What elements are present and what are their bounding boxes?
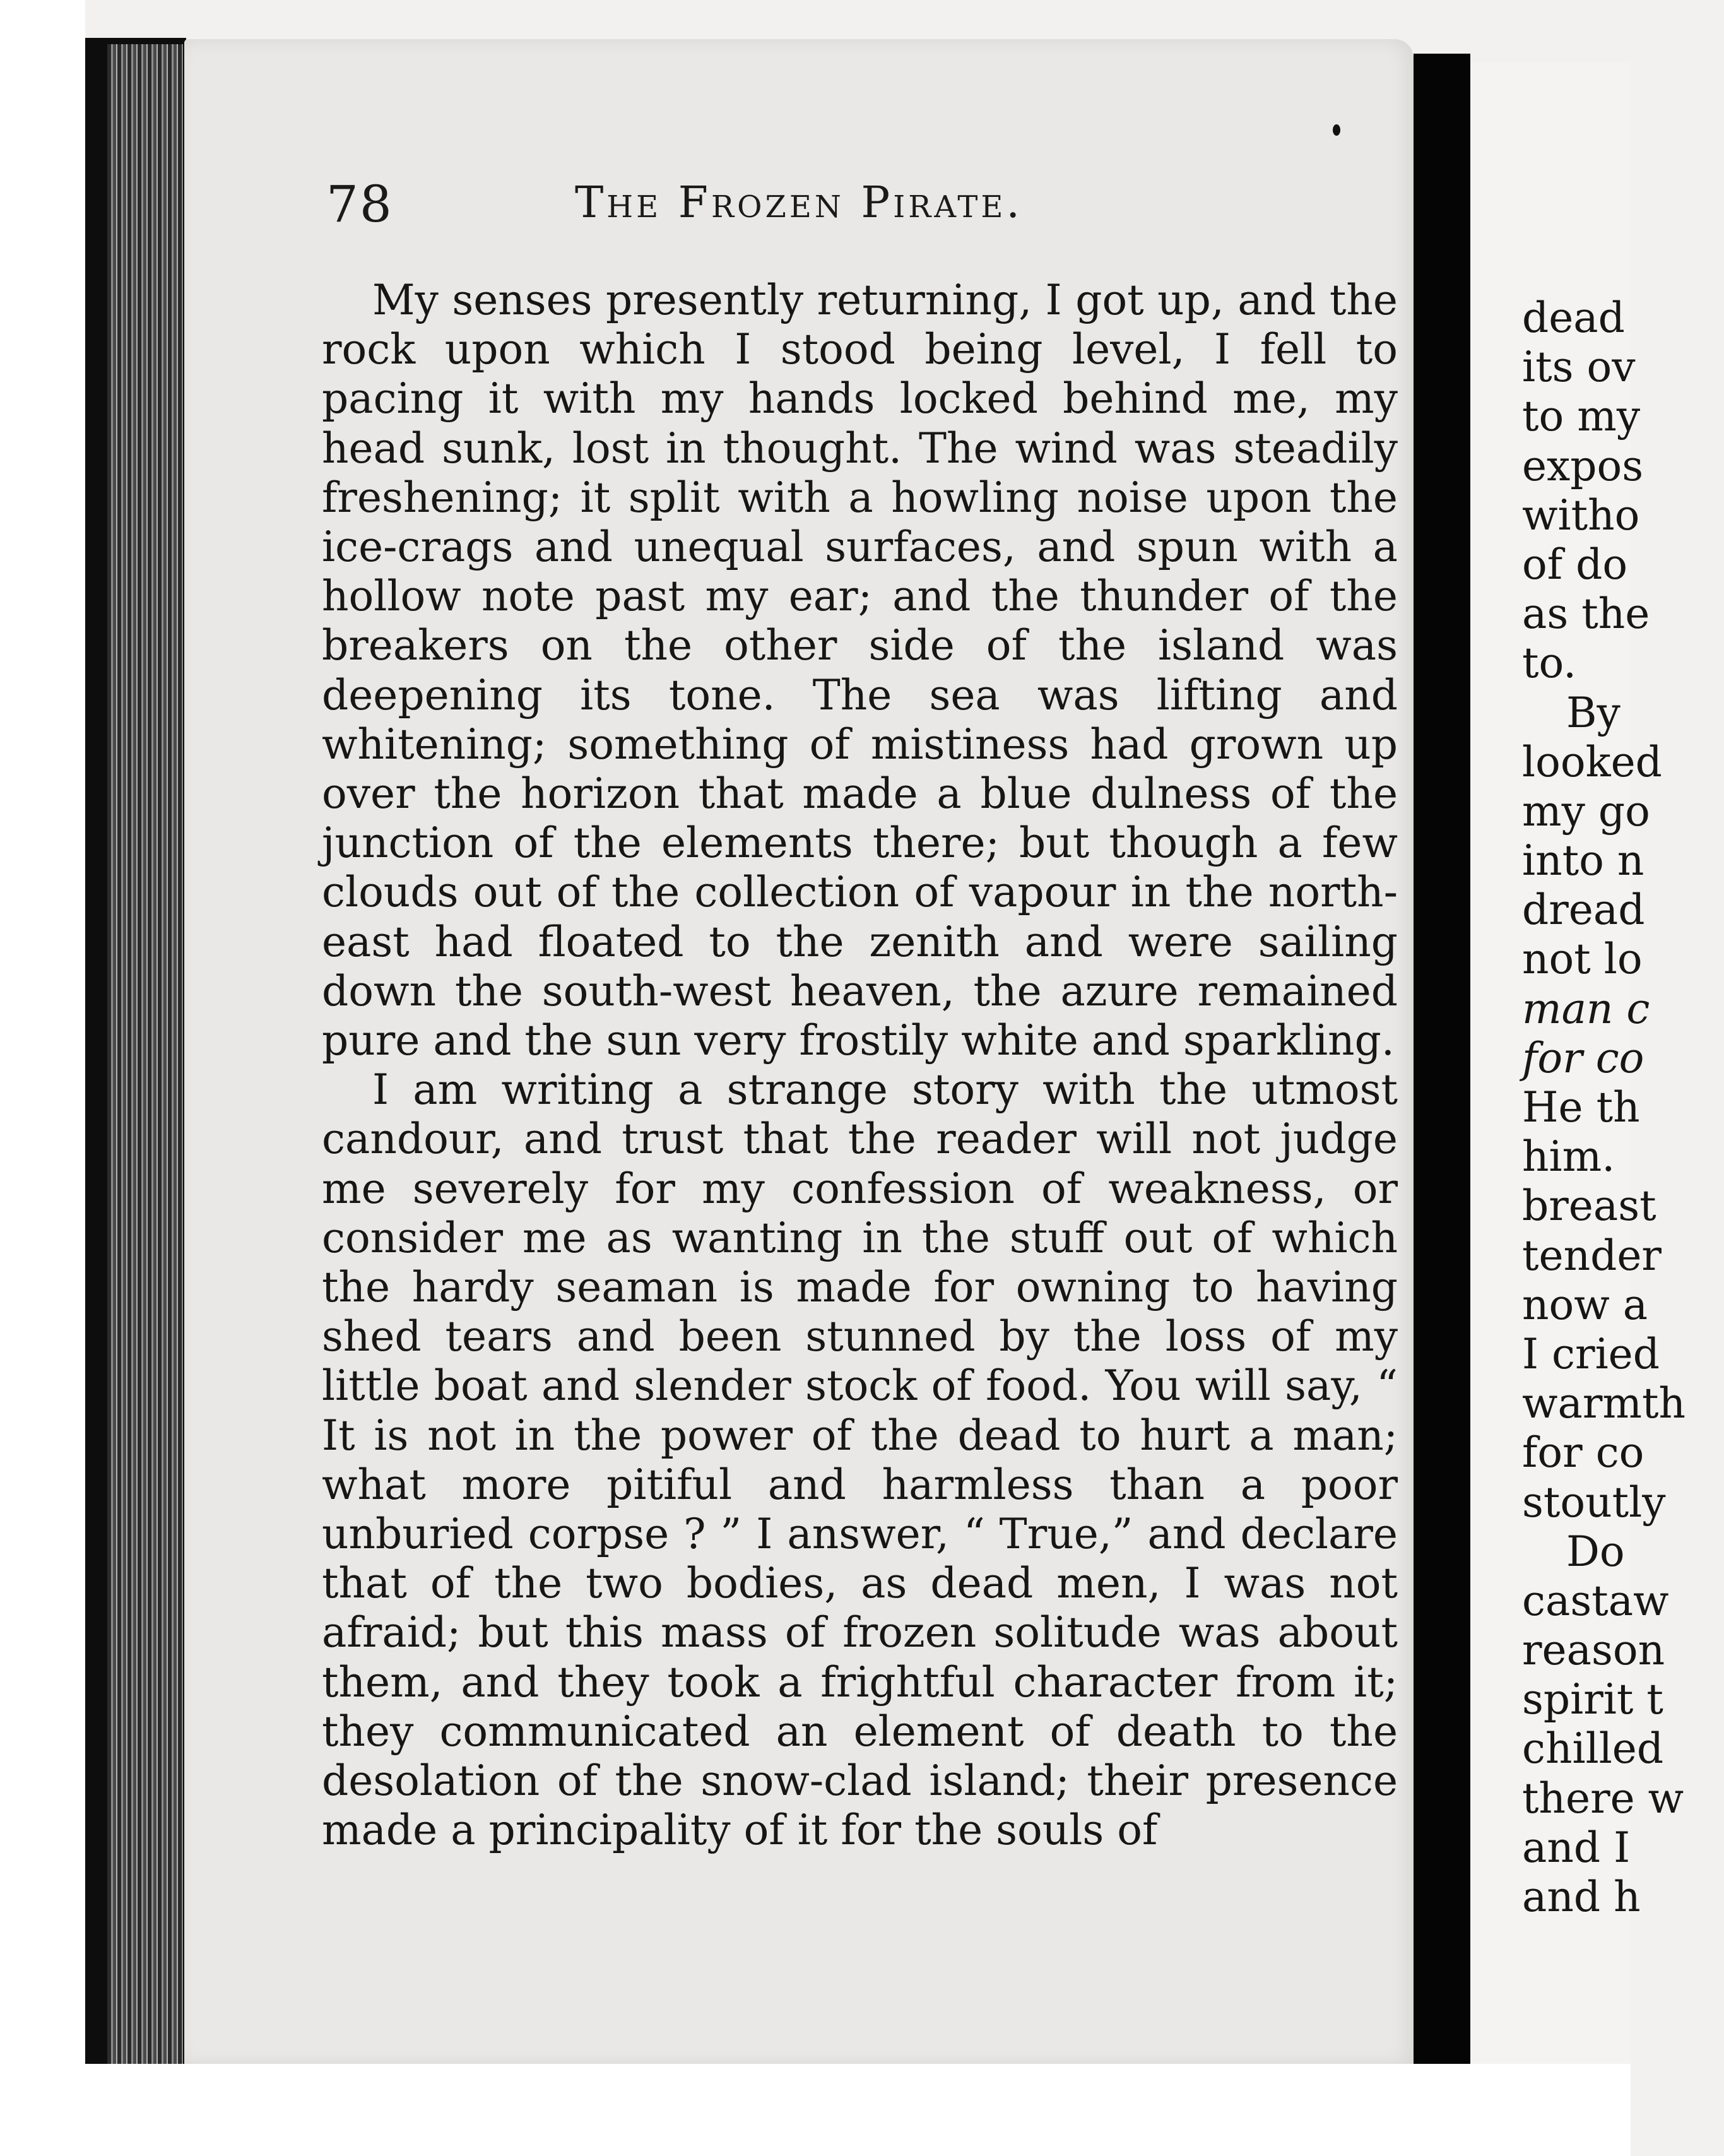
facing-line: its ov <box>1522 343 1636 392</box>
facing-page-text <box>1522 293 1724 1922</box>
facing-line: I cried <box>1522 1329 1660 1378</box>
facing-line: to my <box>1522 392 1641 441</box>
book-gutter <box>1414 54 1470 2073</box>
facing-line: for co <box>1522 1033 1644 1082</box>
paragraph: I am writing a strange story with the utmost candour, and trust that the reader will not judge me severely for my confession of weakness, or consider me as wanting in the stuff out of which the hardy seaman is made for owning to having shed tears and been stunned by the loss of my little boat and slender stock of food. You will say, “ It is not in the power of the dead to hurt a man; what more pitiful and harmless than a poor unburied corpse ? ” I answer, “ True,” and declare that of the two bodies, as dead men, I was not afraid; but this mass of frozen solitude was about them, and they took a frightful character from it; they communicated an element of death to the desolation of the snow-clad island; their presence made a principality of it for the souls of <box>322 1065 1398 1855</box>
facing-page <box>1470 63 1686 2070</box>
facing-line: dread <box>1522 886 1645 935</box>
facing-line: to. <box>1522 639 1577 688</box>
scan-margin-bottom <box>0 2064 1631 2156</box>
facing-line: and h <box>1522 1873 1641 1921</box>
facing-line: By <box>1566 688 1621 737</box>
facing-line: stoutly <box>1522 1478 1666 1527</box>
scan-margin-left <box>0 0 85 2156</box>
running-title: The Frozen Pirate. <box>574 178 1024 228</box>
facing-line: man c <box>1522 984 1650 1033</box>
facing-line: expos <box>1522 441 1644 490</box>
facing-line: my go <box>1522 786 1650 836</box>
facing-line: castaw <box>1522 1576 1669 1625</box>
facing-line: He th <box>1522 1083 1640 1132</box>
facing-line: not lo <box>1522 935 1643 984</box>
paragraph: My senses presently returning, I got up, and the rock upon which I stood being level, I fell to pacing it with my hands locked behind me, my head sunk, lost in thought. The wind was steadily freshening; it split with a howling noise upon the ice-crags and unequal surfaces, and spun with a hollow note past my ear; and the thunder of the breakers on the other side of the island was deepening its tone. The sea was lifting and whitening; something of mistiness had grown up over the horizon that made a blue dulness of the junction of the elements there; but though a few clouds out of the collection of vapour in the north-east had floated to the zenith and were sailing down the south-west heaven, the azure remained pure and the sun very frostily white and sparkling. <box>322 276 1398 1065</box>
facing-line: spirit t <box>1522 1675 1663 1724</box>
facing-line: Do <box>1566 1527 1625 1576</box>
facing-line: reason <box>1522 1626 1665 1675</box>
facing-line: looked <box>1522 737 1662 786</box>
page-number: 78 <box>326 175 393 234</box>
facing-line: there w <box>1522 1774 1684 1823</box>
page-fore-edge <box>107 44 183 2070</box>
facing-line: of do <box>1522 540 1628 589</box>
facing-line: him. <box>1522 1132 1615 1182</box>
facing-line: now a <box>1522 1280 1648 1329</box>
facing-line: dead <box>1522 293 1625 342</box>
facing-line: tender <box>1522 1231 1662 1280</box>
facing-line: for co <box>1522 1428 1644 1478</box>
ink-speck <box>1333 124 1340 136</box>
facing-line: as the <box>1522 589 1650 639</box>
facing-line: witho <box>1522 490 1640 540</box>
facing-line: breast <box>1522 1182 1656 1231</box>
facing-line: and I <box>1522 1823 1631 1872</box>
facing-line: chilled <box>1522 1724 1664 1774</box>
book-page <box>184 39 1414 2065</box>
facing-line: into n <box>1522 836 1644 886</box>
facing-line: warmth <box>1522 1379 1686 1428</box>
page-body <box>322 276 1398 1856</box>
